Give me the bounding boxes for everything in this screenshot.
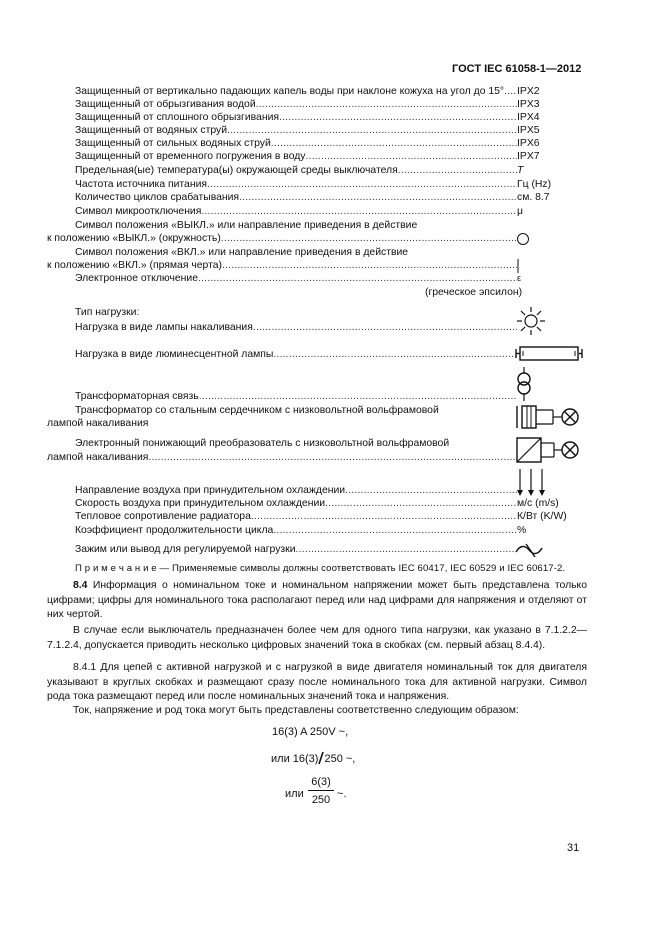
list-item-air-speed (75, 498, 517, 512)
list-item-off-line2 (47, 233, 517, 247)
symbols-note: П р и м е ч а н и е — Применяемые символы должны соответствовать IEC 60417, IEC 60529 и IEC 60617-2. (75, 563, 566, 574)
formula-2 (271, 751, 355, 765)
paragraph-text: Ток, напряжение и род тока могут быть представлены соответственно следующим образом: (73, 705, 519, 716)
formula-prefix: или (271, 753, 290, 765)
lamp-icon (516, 306, 546, 336)
list-code: IPX4 (517, 112, 540, 123)
list-item-converter-line2 (47, 452, 517, 466)
list-item-on-line1: Символ положения «ВКЛ.» или направление приведения в действие (75, 247, 409, 258)
list-code: Гц (Hz) (517, 179, 552, 190)
list-code: м/с (m/s) (517, 498, 559, 509)
list-label: Защищенный от вертикально падающих капель воды при наклоне кожуха на угол до 15° (75, 86, 505, 97)
list-code: ε (517, 273, 522, 283)
list-code: К/Вт (K/W) (517, 511, 567, 522)
document-header: ГОСТ IEC 61058-1—2012 (452, 63, 582, 75)
list-label: Защищенный от временного погружения в воду (75, 151, 306, 162)
formula-suffix: ~. (337, 788, 347, 800)
formula-denominator: 250 (311, 794, 331, 806)
list-code: IPX7 (517, 151, 540, 162)
list-label: Скорость воздуха при принудительном охлаждении (75, 498, 326, 509)
paragraph-text: 8.4.1 Для цепей с активной нагрузкой и с нагрузкой в виде двигателя номинальный ток для двигателя указывают в круглых скобках и размещают сразу после номинального тока для активной нагрузки. Символ рода тока размещают перед или после номинальных значений тока и напряжения. (47, 662, 587, 702)
list-code: T (517, 165, 524, 176)
list-item-micro (75, 206, 517, 220)
list-label: Тепловое сопротивление радиатора (75, 511, 251, 522)
list-label: Нагрузка в виде люминесцентной лампы (75, 349, 274, 360)
list-item-lamp (75, 322, 517, 336)
list-item-steel-line1: Трансформатор со стальным сердечником с низковольтной вольфрамовой (75, 405, 439, 416)
list-item-splash (75, 112, 517, 126)
list-label: Защищенный от сильных водяных струй (75, 138, 271, 149)
list-item-terminal (75, 544, 517, 558)
list-label: к положению «ВЫКЛ.» (окружность) (47, 233, 221, 244)
list-code: см. 8.7 (517, 192, 550, 203)
list-label: Предельная(ые) температура(ы) окружающей среды выключателя (75, 165, 398, 176)
list-code: μ (517, 206, 523, 217)
list-code: % (517, 525, 527, 536)
list-item-duty (75, 525, 517, 539)
transformer-icon (514, 367, 534, 403)
clause-number: 8.4 (73, 580, 88, 591)
list-item-strong-jets (75, 138, 517, 152)
list-item-off-line1: Символ положения «ВЫКЛ.» или направление приведения в действие (75, 220, 418, 231)
list-code: IPX2 (517, 86, 540, 97)
paragraph-8-4-1 (47, 661, 587, 705)
list-label: Направление воздуха при принудительном охлаждении (75, 485, 346, 496)
list-label: к положению «ВКЛ.» (прямая черта) (47, 260, 222, 271)
list-item-cycles (75, 192, 517, 206)
list-item-converter-line1: Электронный понижающий преобразователь с низковольтной вольфрамовой (75, 438, 450, 449)
list-item-transformer (75, 391, 517, 405)
formula-prefix: или (285, 788, 304, 800)
list-label: Нагрузка в виде лампы накаливания (75, 322, 253, 333)
list-label: Частота источника питания (75, 179, 208, 190)
list-label: Защищенный от водяных струй (75, 125, 227, 136)
list-label: лампой накаливания (47, 418, 149, 429)
list-item-airflow (75, 485, 517, 499)
list-label: Электронное отключение (75, 273, 198, 284)
formula-voltage: 250 ~, (324, 753, 356, 765)
formula-numerator: 6(3) (311, 776, 331, 788)
list-item-frequency (75, 179, 517, 193)
list-item-thermal (75, 511, 517, 525)
list-item-steel-line2 (47, 418, 517, 432)
paragraph-8-4-1-examples (47, 704, 587, 719)
paragraph-8-4 (47, 579, 587, 623)
on-line-icon (515, 258, 521, 274)
list-label: Символ микроотключения (75, 206, 202, 217)
list-label: Количество циклов срабатывания (75, 192, 240, 203)
page-number: 31 (567, 842, 580, 854)
list-item-immersion (75, 151, 517, 165)
off-circle-icon (516, 232, 530, 246)
formula-current: 16(3) (292, 753, 319, 765)
list-label: Защищенный от сплошного обрызгивания (75, 112, 279, 123)
list-label: Трансформаторная связь (75, 391, 199, 402)
list-item-drip (75, 86, 517, 100)
fluorescent-lamp-icon (515, 344, 585, 364)
list-item-spray (75, 99, 517, 113)
steel-core-transformer-lamp-icon (516, 404, 581, 430)
regulated-load-terminal-icon (515, 541, 549, 559)
list-label: Зажим или вывод для регулируемой нагрузки (75, 544, 296, 555)
paragraph-8-4-multiple-loads (47, 624, 587, 653)
paragraph-text: Информация о номинальном токе и номинальном напряжении может быть представлена только цифрами; цифры для номинального тока располагают перед или над цифрами для напряжения и отделяют от них чертой. (47, 580, 587, 620)
load-type-heading: Тип нагрузки: (75, 307, 140, 318)
fraction-bar (308, 790, 334, 791)
list-code: IPX5 (517, 125, 540, 136)
list-label: Защищенный от обрызгивания водой (75, 99, 256, 110)
airflow-arrows-icon (515, 468, 549, 498)
list-item-jets (75, 125, 517, 139)
list-item-ambient-temp (75, 165, 517, 179)
paragraph-text: В случае если выключатель предназначен более чем для одного типа нагрузки, как указано в 7.1.2.2—7.1.2.4, допускается приводить несколько цифровых значений тока в скобках (см. первый абзац 8.4.4). (47, 625, 587, 651)
list-item-electronic (75, 273, 517, 287)
list-label: Коэффициент продолжительности цикла (75, 525, 274, 536)
list-label: лампой накаливания (47, 452, 149, 463)
formula-1: 16(3) A 250V ~, (272, 726, 349, 738)
list-item-fluorescent (75, 349, 517, 363)
list-item-on-line2 (47, 260, 517, 274)
list-code: IPX6 (517, 138, 540, 149)
list-code: IPX3 (517, 99, 540, 110)
electronic-converter-lamp-icon (516, 436, 581, 464)
epsilon-note: (греческое эпсилон) (425, 287, 523, 298)
